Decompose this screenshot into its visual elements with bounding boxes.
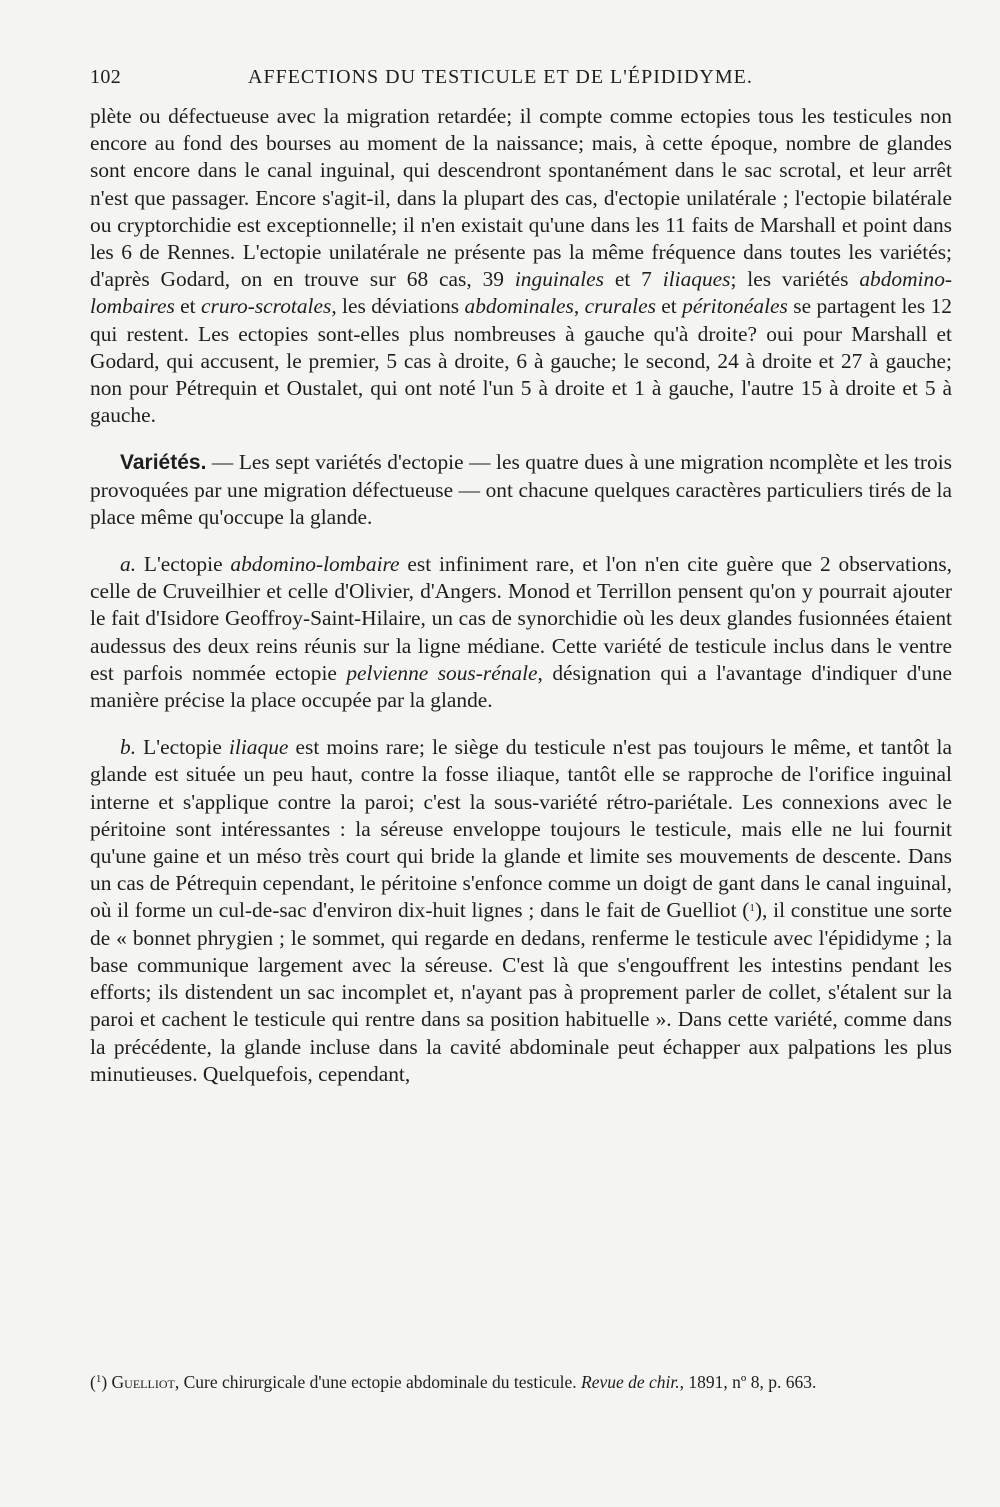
text-run: et bbox=[655, 294, 683, 319]
text-run: , les déviations bbox=[331, 294, 465, 319]
text-run: se partagent les 12 qui restent. Les ectopies sont-elles plus nombreuses à gauche qu'à droite? oui pour Marshall et Godard, qui accusent, le premier, 5 cas à droite, 6 à gauche; le second, 24 à droite et 27 à gauche; non pour Pétrequin et Oustalet, qui ont noté l'un 5 à droite et 1 à gauche, l'autre 15 à droite et 5 à gauche. bbox=[90, 294, 952, 428]
italic-term: abdomino-lombaire bbox=[230, 552, 400, 577]
footnote-reference: 1 bbox=[749, 902, 755, 915]
text-run: L'ectopie bbox=[136, 552, 231, 577]
italic-term: pelvienne sous-rénale bbox=[346, 660, 538, 685]
italic-term: crurales bbox=[584, 294, 656, 319]
item-letter: a. bbox=[120, 552, 137, 577]
text-run: , 1891, nº 8, p. 663. bbox=[679, 1372, 817, 1392]
text-run: et 7 bbox=[603, 267, 663, 292]
italic-term: cruro-scrotales bbox=[201, 294, 332, 319]
italic-term: péritonéales bbox=[682, 294, 788, 319]
italic-term: abdominales bbox=[464, 294, 574, 319]
italic-term: inguinales bbox=[514, 267, 604, 292]
paragraph-continuation bbox=[90, 103, 952, 429]
body-text bbox=[90, 103, 952, 1088]
text-run: plète ou défectueuse avec la migration retardée; il compte comme ectopies tous les testicules non encore au fond des bourses au moment de la naissance; mais, à cette époque, nombre de glandes sont encore dans le canal inguinal, qui descendront spontanément dans le sac scrotal, et leur arrêt n'est que passager. Encore s'agit-il, dans la plupart des cas, d'ectopie unilatérale ; l'ectopie bilatérale ou cryptorchidie est exceptionnelle; il n'en existait qu'une dans les 11 faits de Marshall et point dans les 6 de Rennes. L'ectopie unilatérale ne présente pas la même fréquence dans toutes les variétés; d'après Godard, on en trouve sur 68 cas, 39 bbox=[90, 104, 952, 292]
paragraph-a bbox=[90, 551, 952, 714]
section-heading: Variétés. bbox=[120, 451, 207, 475]
text-run: — Les sept variétés d'ectopie — les quatre dues à une migration ncomplète et les trois provoquées par une migration défectueuse — ont chacune quelques caractères particuliers tirés de la place même qu'occupe la glande. bbox=[90, 450, 952, 529]
text-run: ), il constitue une sorte de « bonnet phrygien ; le sommet, qui regarde en dedans, renferme le testicule avec l'épididyme ; la base communique largement avec la séreuse. C'est là que s'engouffrent les intestins pendant les efforts; ils distendent un sac incomplet et, n'ayant pas à proprement parler de collet, s'étalent sur la paroi et cachent le testicule qui rentre dans sa position habituelle ». Dans cette variété, comme dans la précédente, la glande incluse dans la cavité abdominale peut échapper aux palpations les plus minutieuses. Quelquefois, cependant, bbox=[90, 898, 952, 1086]
footnote-marker-open: ($^1$) bbox=[90, 1372, 108, 1392]
text-run: est moins rare; le siège du testicule n'est pas toujours le même, et tantôt la glande est située un peu haut, contre la fosse iliaque, tantôt elle se rapproche de l'orifice inguinal interne et s'applique contre la paroi; c'est la sous-variété rétro-pariétale. Les connexions avec le péritoine sont intéressantes : la séreuse enveloppe toujours le testicule, mais elle ne lui fournit qu'une gaine et un méso très court qui bride la glande et limite ses mouvements de descente. Dans un cas de Pétrequin cependant, le péritoine s'enfonce comme un doigt de gant dans le canal inguinal, où il forme un cul-de-sac d'environ dix-huit lignes ; dans le fait de Guelliot ( bbox=[90, 735, 952, 923]
running-title: AFFECTIONS DU TESTICULE ET DE L'ÉPIDIDYME. bbox=[248, 66, 753, 88]
text-run: , bbox=[573, 294, 585, 319]
text-run: et bbox=[174, 294, 201, 319]
text-run: L'ectopie bbox=[136, 735, 229, 760]
page-number: 102 bbox=[90, 66, 122, 88]
italic-term: abdomino-lombaires bbox=[90, 267, 953, 319]
text-run: ; les variétés bbox=[730, 267, 860, 292]
italic-term: iliaques bbox=[662, 267, 731, 292]
text-run: , désignation qui a l'avantage d'indiquer d'une manière précise la place occupée par la glande. bbox=[90, 660, 953, 713]
footnote-journal: Revue de chir. bbox=[581, 1372, 680, 1392]
item-letter: b. bbox=[120, 735, 137, 760]
footnote-marker: 1 bbox=[95, 1373, 102, 1385]
text-run: , Cure chirurgicale d'une ectopie abdominale du testicule. bbox=[174, 1372, 581, 1392]
footnote bbox=[90, 1372, 952, 1393]
paragraph-b bbox=[90, 734, 952, 1088]
footnote-author: Guelliot bbox=[111, 1372, 175, 1392]
italic-term: iliaque bbox=[228, 735, 289, 760]
text-run: est infiniment rare, et l'on n'en cite guère que 2 observations, celle de Cruveilhier et celle d'Olivier, d'Angers. Monod et Terrillon pensent qu'on y pourrait ajouter le fait d'Isidore Geoffroy-Saint-Hilaire, un cas de synorchidie où les deux glandes fusionnées étaient audessus des deux reins réunis sur la ligne médiane. Cette variété de testicule inclus dans le ventre est parfois nommée ectopie bbox=[90, 552, 953, 685]
paragraph-varietes bbox=[90, 449, 952, 531]
